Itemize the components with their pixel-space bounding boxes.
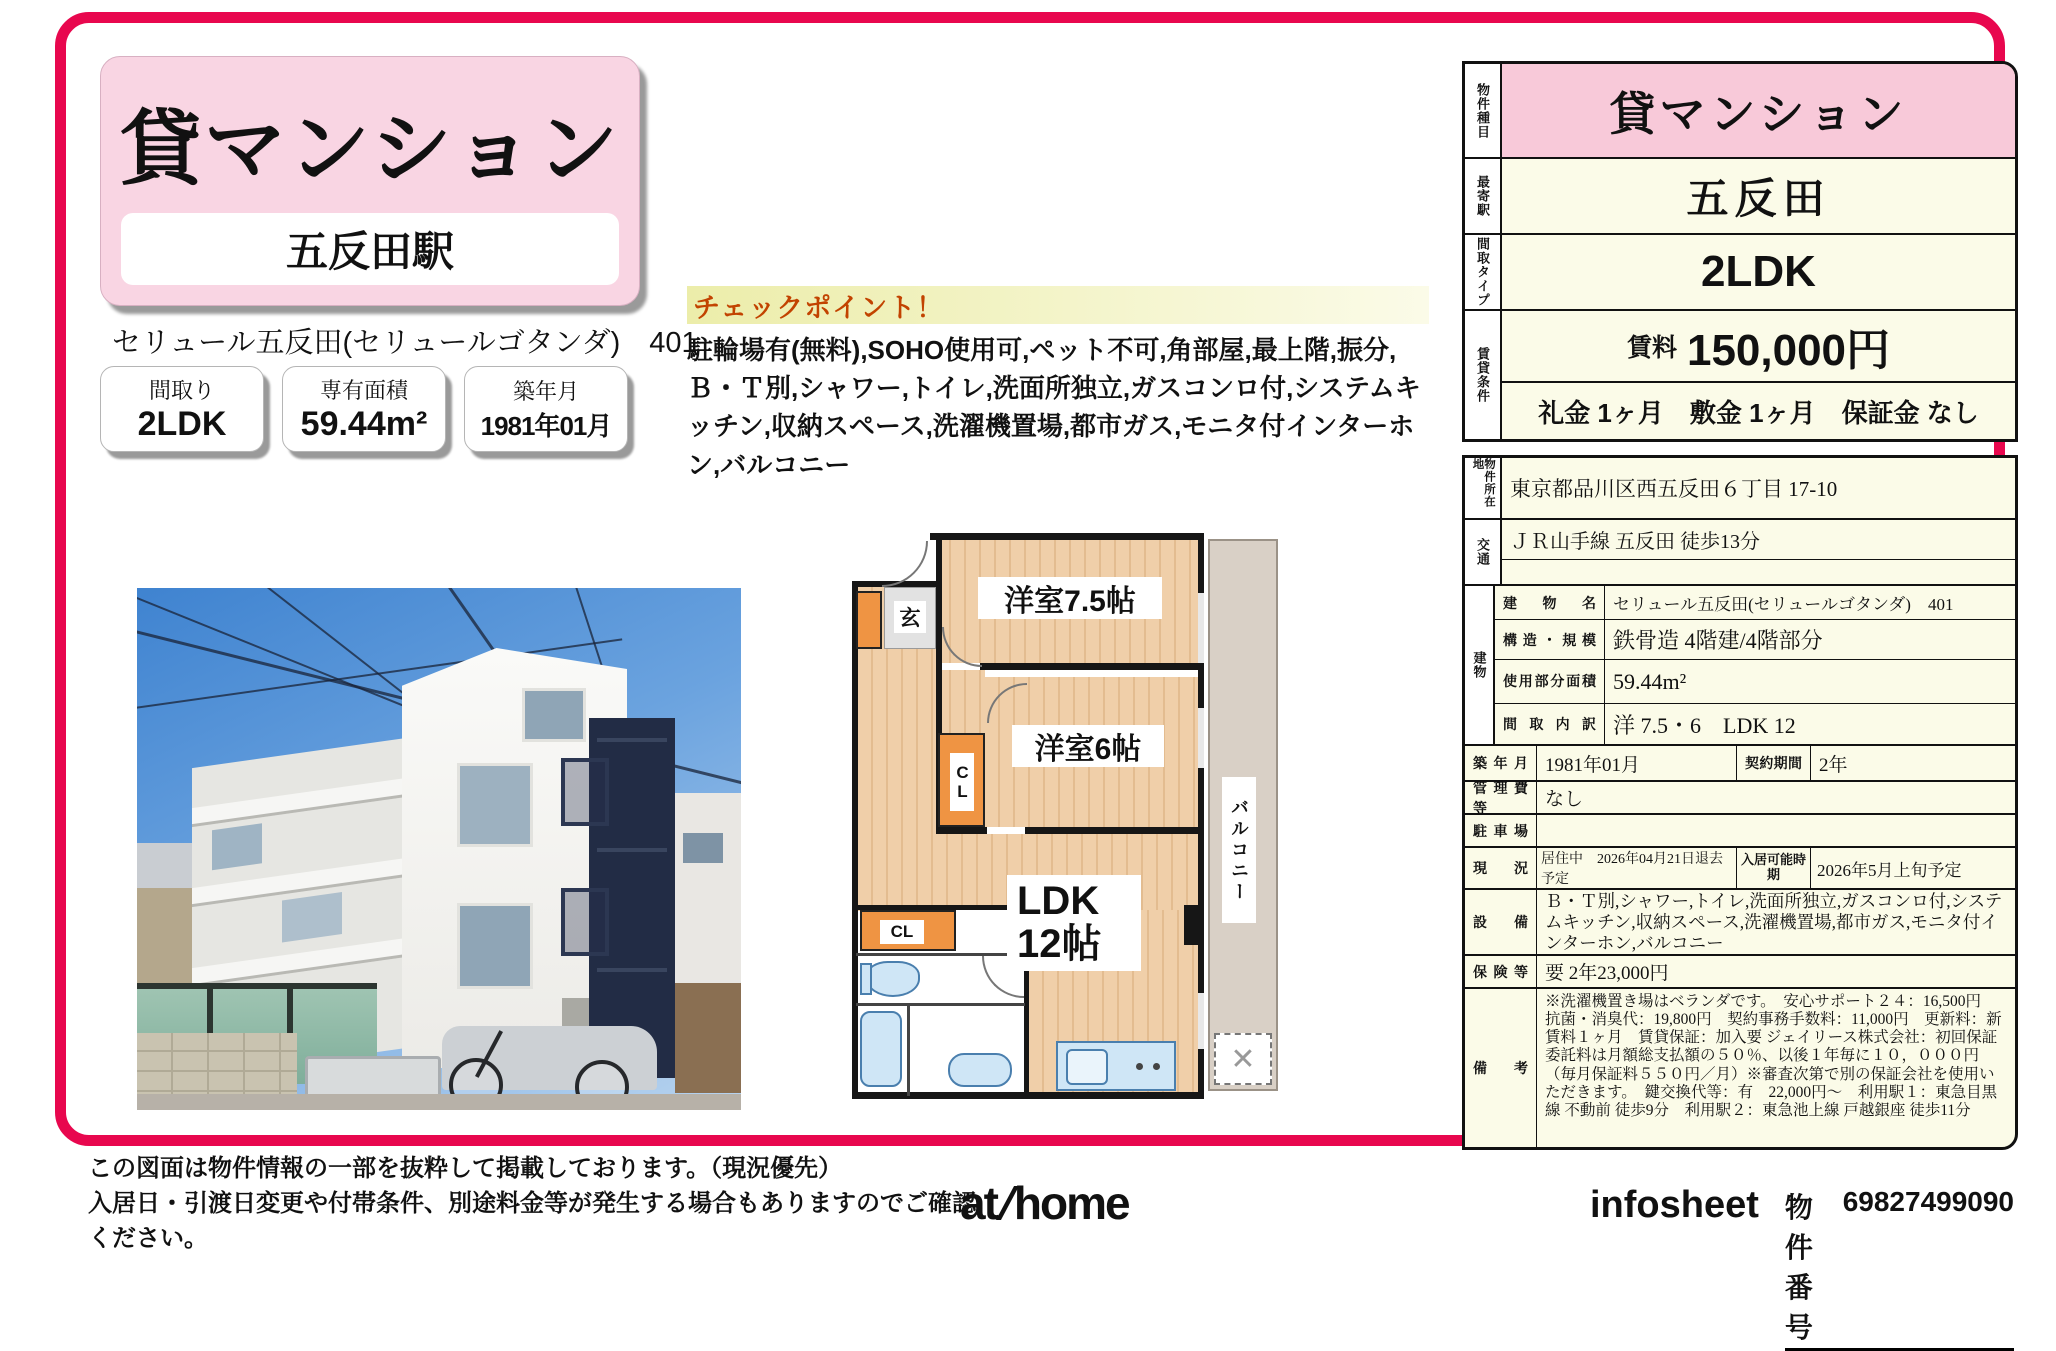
- closet-1-label: CL: [950, 753, 974, 811]
- disclaimer-line-1: この図面は物件情報の一部を抜粋して掲載しております。（現況優先）: [88, 1155, 843, 1182]
- closet-2-label: CL: [880, 920, 924, 944]
- label-property-type: 物件種目: [1465, 64, 1502, 157]
- value-address: 東京都品川区西五反田６丁目 17-10: [1510, 477, 1838, 501]
- value-contract: 2年: [1819, 754, 1848, 776]
- label-terms: 賃貸条件: [1465, 311, 1502, 439]
- wall: [936, 827, 1204, 834]
- balcony-label: バルコニー: [1222, 777, 1256, 923]
- spec-label: 築年月: [512, 379, 579, 404]
- closet-2: [860, 910, 956, 951]
- wall: [1184, 905, 1204, 945]
- value-remarks: ※洗濯機置き場はベランダです。 安心サポート２４：16,500円 抗菌・消臭代：19,800円 契約事務手数料：11,000円 更新料：新賃料１ヶ月 賃貸保証：加入要 ジェイリース株式会社：初回保証委託料は月額総支払額の５０％、以後１年毎に１０，０００円（毎月保証料５５０円／月）※審査次第で別の保証会社を使用いただきます。 鍵交換代等：有 22,000円～ 利用駅１：東急目黒線 不動前 徒歩9分 利用駅２：東急池上線 戸越銀座 徒歩11分: [1545, 993, 2002, 1119]
- kitchen-sink: [1066, 1049, 1108, 1085]
- closet-1: [938, 733, 985, 827]
- floorplan: [852, 533, 1284, 1105]
- infosheet-label: infosheet: [1590, 1184, 1759, 1226]
- toilet: [866, 961, 920, 997]
- room-6-label: 洋室6帖: [1012, 725, 1164, 767]
- neighbor-building-right: [675, 793, 741, 1093]
- washing-machine-space: ✕: [1214, 1033, 1272, 1085]
- window: [1198, 708, 1204, 768]
- property-type-box: [100, 56, 640, 306]
- label-remarks: 備考: [1465, 989, 1537, 1147]
- label-contract: 契約期間: [1737, 746, 1811, 780]
- rent-label: 賃料: [1626, 334, 1677, 362]
- deposit-terms: 礼金 1ヶ月 敷金 1ヶ月 保証金 なし: [1538, 397, 1979, 428]
- value-structure: 鉄骨造 4階建/4階部分: [1613, 628, 1823, 653]
- station-name: 五反田駅: [285, 228, 454, 275]
- spec-box-built: [464, 366, 628, 452]
- spec-box-layout: [100, 366, 264, 452]
- door-opening: [987, 827, 1025, 834]
- label-building-group: 建物: [1465, 586, 1495, 744]
- infosheet-line: [1590, 1184, 2014, 1351]
- building-name-line: セリュール五反田(セリュールゴタンダ) 401: [112, 327, 698, 359]
- checkpoint-title: チェックポイント！: [693, 292, 945, 323]
- label-area: 使用部分面積: [1495, 660, 1605, 703]
- window: [1198, 993, 1204, 1049]
- value-area: 59.44m²: [1613, 668, 1687, 694]
- property-number: [1785, 1186, 2014, 1351]
- summary-table: [1462, 61, 2018, 442]
- value-parking: [1537, 815, 2015, 846]
- rent-row: [1502, 311, 2015, 383]
- checkpoint-body: 駐輪場有(無料),SOHO使用可,ペット不可,角部屋,最上階,振分,Ｂ・Ｔ別,シャワー,トイレ,洗面所独立,ガスコンロ付,システムキッチン,収納スペース,洗濯機置場,都市ガス,モニタ付インターホン,バルコニー: [687, 335, 1421, 480]
- partition: [907, 1006, 910, 1096]
- spec-label: 専有面積: [319, 378, 408, 403]
- logo-at: at: [960, 1177, 997, 1229]
- footer-disclaimer: [88, 1152, 988, 1256]
- value-equipment: Ｂ・Ｔ別,シャワー,トイレ,洗面所独立,ガスコンロ付,システムキッチン,収納スペース,洗濯機置場,都市ガス,モニタ付インターホン,バルコニー: [1545, 890, 2003, 953]
- value-status: 居住中 2026年04月21日退去予定: [1537, 848, 1737, 888]
- value-insurance: 要 2年23,000円: [1545, 963, 1669, 984]
- spec-box-area: [282, 366, 446, 452]
- checkpoint-bar: [687, 286, 1429, 324]
- logo-home: home: [1013, 1177, 1129, 1229]
- label-equipment: 設備: [1465, 890, 1537, 954]
- property-number-label: 物件番号: [1784, 1192, 1813, 1343]
- value-mgmt-fee: なし: [1545, 789, 1584, 810]
- station-name-box: [121, 213, 619, 285]
- spec-label: 間取り: [148, 378, 215, 403]
- label-access: 交通: [1465, 520, 1502, 584]
- partition: [856, 1003, 1025, 1006]
- detail-table: [1462, 455, 2018, 1150]
- label-station: 最寄駅: [1465, 159, 1502, 233]
- washbasin: [948, 1053, 1012, 1087]
- label-move-in: 入居可能時期: [1737, 848, 1811, 888]
- bathtub: [860, 1011, 902, 1087]
- external-staircase: [589, 718, 675, 1078]
- value-building-name: セリュール五反田(セリュールゴタンダ) 401: [1613, 595, 1954, 614]
- burner: [1136, 1063, 1143, 1070]
- label-status: 現況: [1465, 848, 1537, 888]
- spec-value: 1981年01月: [480, 411, 612, 441]
- value-move-in: 2026年5月上旬予定: [1817, 860, 1962, 880]
- label-built: 築年月: [1465, 746, 1537, 780]
- toilet-tank: [860, 963, 872, 995]
- value-built: 1981年01月: [1537, 746, 1737, 780]
- label-insurance: 保険等: [1465, 956, 1537, 987]
- property-number-value: 69827499090: [1842, 1186, 2014, 1217]
- label-layout-detail: 間取内訳: [1495, 704, 1605, 744]
- kitchen-counter: [1056, 1041, 1176, 1091]
- value-access: ＪＲ山手線 五反田 徒歩13分: [1502, 520, 2015, 560]
- label-layout-type: 間取タイプ: [1465, 235, 1502, 309]
- property-type-title: 貸マンション: [119, 103, 621, 195]
- window: [1198, 593, 1204, 663]
- rent-value: 150,000円: [1686, 326, 1891, 375]
- label-parking: 駐車場: [1465, 815, 1537, 846]
- label-structure: 構造・規模: [1495, 620, 1605, 659]
- spec-value: 59.44m²: [300, 405, 428, 443]
- door-arc: [982, 956, 1024, 998]
- wall: [930, 533, 1204, 540]
- value-layout-detail: 洋 7.5・6 LDK 12: [1613, 712, 1796, 738]
- label-building-name: 建物名: [1495, 586, 1605, 619]
- wall: [852, 581, 858, 1099]
- ground: [137, 1094, 741, 1110]
- value-access-2: [1502, 560, 2015, 584]
- spec-value: 2LDK: [137, 405, 227, 443]
- label-mgmt-fee: 管理費等: [1465, 782, 1537, 813]
- room-75-label: 洋室7.5帖: [978, 577, 1162, 619]
- entrance-label: 玄: [894, 601, 926, 633]
- shoe-cabinet: [856, 591, 882, 649]
- label-address: 物件所在地: [1465, 458, 1502, 518]
- value-property-type: 貸マンション: [1502, 64, 2015, 157]
- disclaimer-line-2: 入居日・引渡日変更や付帯条件、別途料金等が発生する場合もありますのでご確認ください。: [88, 1189, 976, 1252]
- ldk-label: LDK 12帖: [1007, 875, 1141, 971]
- value-layout-type: 2LDK: [1701, 247, 1816, 296]
- building-photo: [137, 588, 741, 1110]
- burner: [1153, 1063, 1160, 1070]
- value-station: 五反田: [1686, 175, 1831, 222]
